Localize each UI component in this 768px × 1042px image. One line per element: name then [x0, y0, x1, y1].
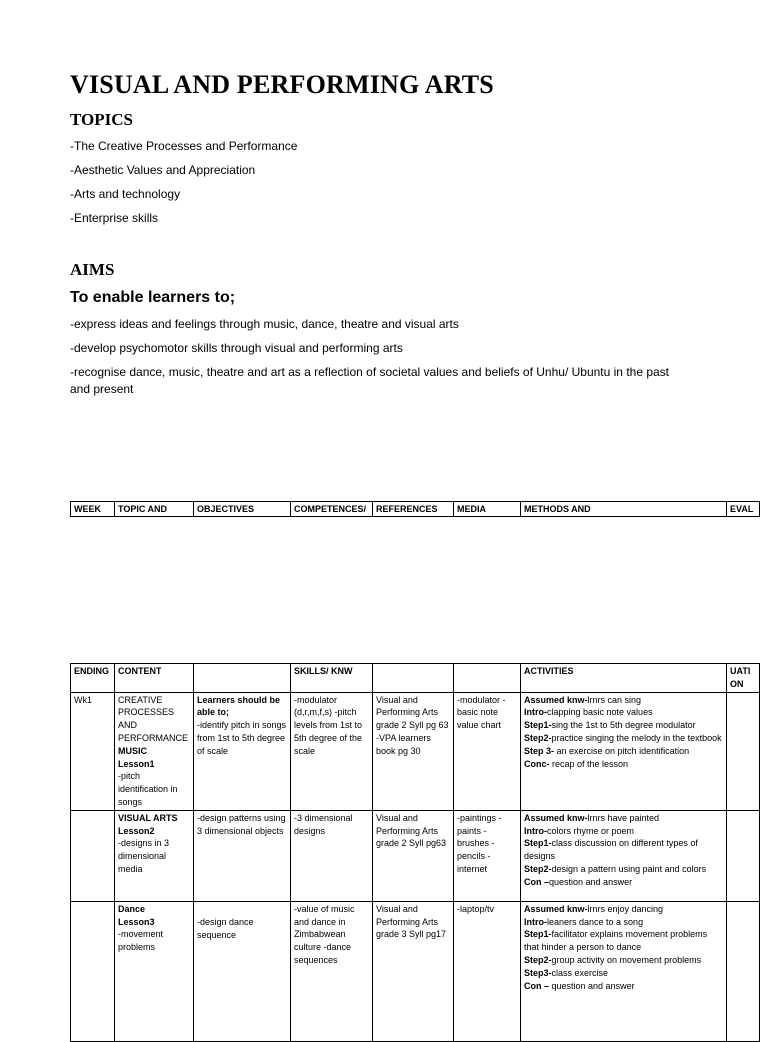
topics-heading: TOPICS	[70, 110, 133, 129]
activities-cell	[521, 810, 727, 901]
content-line: PERFORMANCE	[118, 732, 189, 743]
header-blank	[373, 664, 454, 693]
content-cell	[115, 810, 194, 901]
week-cell	[71, 901, 115, 1041]
document-title: VISUAL AND PERFORMING ARTS	[70, 70, 494, 99]
aim-item: -develop psychomotor skills through visual and performing arts	[70, 341, 403, 355]
aim-item: -recognise dance, music, theatre and art as a reflection of societal values and beliefs of Unhu/ Ubuntu in the past	[70, 365, 670, 379]
aims-heading: AIMS	[70, 260, 115, 279]
header-references: REFERENCES	[373, 502, 454, 517]
activity-line: Step2-practice singing the melody in the textbook	[524, 732, 722, 743]
subject-label: Dance	[118, 903, 146, 914]
header-ending: ENDING	[71, 664, 115, 693]
subject-label: MUSIC	[118, 745, 147, 756]
activity-line: Intro-colors rhyme or poem	[524, 825, 635, 836]
objectives-cell	[194, 692, 291, 810]
aims-subheading: To enable learners to;	[70, 289, 236, 306]
topic-item: -Arts and technology	[70, 187, 181, 201]
lesson-label: Lesson1	[118, 758, 155, 769]
media-cell: -paintings -paints -brushes -pencils -internet	[454, 810, 521, 901]
content-cell	[115, 901, 194, 1041]
topic-item: -The Creative Processes and Performance	[70, 139, 298, 153]
activity-line: Con – question and answer	[524, 980, 635, 991]
activity-line: Assumed knw-lrnrs can sing	[524, 694, 642, 705]
activity-line: Step2-design a pattern using paint and colors	[524, 863, 707, 874]
content-line: CREATIVE	[118, 694, 163, 705]
activity-line: Step1-facilitator explains movement problems that hinder a person to dance	[524, 929, 708, 953]
week-cell: Wk1	[71, 692, 115, 810]
skills-cell: -3 dimensional designs	[291, 810, 373, 901]
content-detail: -designs in 3 dimensional media	[118, 838, 170, 874]
header-evaluation: EVAL	[727, 502, 760, 517]
objectives-cell: -design patterns using 3 dimensional objects	[194, 810, 291, 901]
header-skills: SKILLS/ KNW	[291, 664, 373, 693]
activity-line: Intro-leaners dance to a song	[524, 916, 644, 927]
objectives-intro: Learners should be able to;	[197, 694, 281, 718]
lesson-label: Lesson3	[118, 916, 155, 927]
content-detail: -pitch identification in songs	[118, 771, 178, 807]
activity-line: Step 3- an exercise on pitch identification	[524, 745, 690, 756]
activity-line: Step1-sing the 1st to 5th degree modulator	[524, 720, 696, 731]
header-content: CONTENT	[115, 664, 194, 693]
references-cell: Visual and Performing Arts grade 2 Syll pg 63 -VPA learners book pg 30	[373, 692, 454, 810]
header-methods: METHODS AND	[521, 502, 727, 517]
activity-line: Step1-class discussion on different types of designs	[524, 838, 698, 862]
content-line: AND	[118, 720, 138, 731]
evaluation-cell	[727, 901, 760, 1041]
activities-cell	[521, 901, 727, 1041]
activity-line: Conc- recap of the lesson	[524, 758, 629, 769]
skills-cell: -modulator (d,r,m,f,s) -pitch levels from 1st to 5th degree of the scale	[291, 692, 373, 810]
activities-cell	[521, 692, 727, 810]
media-cell: -laptop/tv	[454, 901, 521, 1041]
objectives-cell: -design dance sequence	[194, 901, 291, 1041]
header-competences: COMPETENCES/	[291, 502, 373, 517]
skills-cell: -value of music and dance in Zimbabwean culture -dance sequences	[291, 901, 373, 1041]
activity-line: Assumed knw-lrnrs have painted	[524, 812, 660, 823]
header-uation: UATI ON	[727, 664, 760, 693]
header-activities: ACTIVITIES	[521, 664, 727, 693]
topic-item: -Enterprise skills	[70, 211, 159, 225]
evaluation-cell	[727, 692, 760, 810]
activity-line: Step3-class exercise	[524, 967, 609, 978]
activity-line: Step2-group activity on movement problems	[524, 954, 702, 965]
references-cell: Visual and Performing Arts grade 2 Syll pg63	[373, 810, 454, 901]
table-row	[71, 810, 760, 901]
table-row	[71, 901, 760, 1041]
content-detail: -movement problems	[118, 929, 164, 953]
subject-label: VISUAL ARTS	[118, 812, 178, 823]
header-week: WEEK	[71, 502, 115, 517]
evaluation-cell	[727, 810, 760, 901]
aim-item: -express ideas and feelings through music, dance, theatre and visual arts	[70, 317, 459, 331]
activity-line: Assumed knw-lrnrs enjoy dancing	[524, 903, 664, 914]
media-cell: -modulator -basic note value chart	[454, 692, 521, 810]
content-cell	[115, 692, 194, 810]
header-blank	[194, 664, 291, 693]
references-cell: Visual and Performing Arts grade 3 Syll pg17	[373, 901, 454, 1041]
table-header-row	[71, 664, 760, 693]
header-objectives: OBJECTIVES	[194, 502, 291, 517]
table-row	[71, 692, 760, 810]
header-topic: TOPIC AND	[115, 502, 194, 517]
activity-line: Intro-clapping basic note values	[524, 707, 653, 718]
objectives-text: -identify pitch in songs from 1st to 5th degree of scale	[197, 720, 287, 756]
aim-item: and present	[70, 382, 134, 396]
scheme-table-header-top	[70, 501, 760, 517]
scheme-table	[70, 663, 760, 1042]
activity-line: Con –question and answer	[524, 876, 633, 887]
topic-item: -Aesthetic Values and Appreciation	[70, 163, 256, 177]
header-blank	[454, 664, 521, 693]
lesson-label: Lesson2	[118, 825, 155, 836]
week-cell	[71, 810, 115, 901]
header-media: MEDIA	[454, 502, 521, 517]
content-line: PROCESSES	[118, 707, 175, 718]
